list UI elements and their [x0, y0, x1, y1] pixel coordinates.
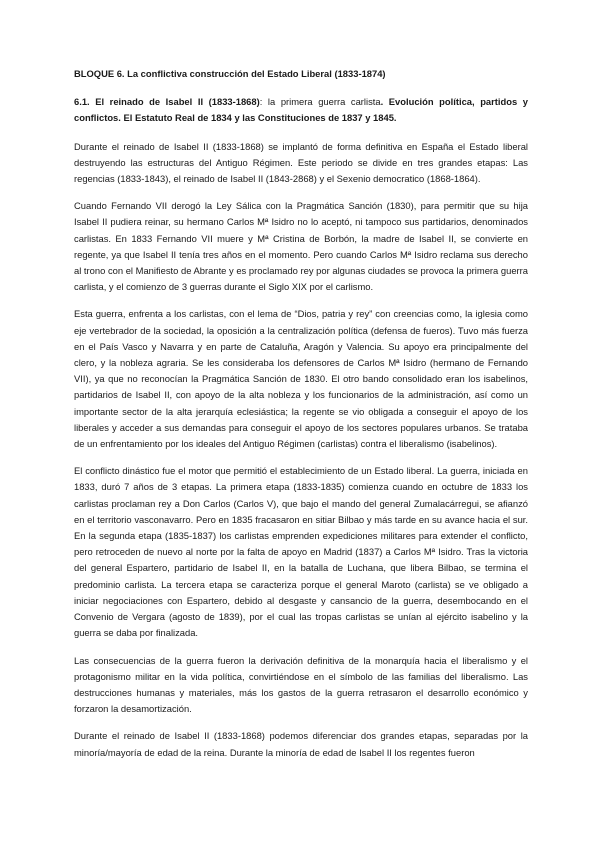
- section-title-part3: . Evolución política, partidos y conflictos. El Estatuto Real de 1834 y las Constituciones de 1837 y 1845.: [74, 96, 528, 124]
- paragraph-1: Durante el reinado de Isabel II (1833-1868) se implantó de forma definitiva en España el Estado liberal destruyendo las estructuras del Antiguo Régimen. Este periodo se divide en tres grandes etapas: Las regencias (1833-1843), el reinado de Isabel II (1843-2868) y el Sexenio democratico (1868-1864).: [74, 140, 528, 185]
- section-title-part1: 6.1. El reinado de Isabel II (1833-1868): [74, 96, 260, 108]
- document-page: [74, 66, 528, 772]
- paragraph-4: El conflicto dinástico fue el motor que permitió el establecimiento de un Estado liberal. La guerra, iniciada en 1833, duró 7 años de 3 etapas. La primera etapa (1833-1835) comienza cuando en octubre de 1833 los carlistas proclaman rey a Don Carlos (Carlos V), que bajo el mando del general Zumalacárregui, se afianzó en el territorio vasconavarro. Pero en 1835 fracasaron en sitiar Bilbao y más tarde en su avance hacia el sur. En la segunda etapa (1835-1837) los carlistas emprenden expediciones militares para extender el conflicto, pero retroceden de nuevo al norte por la falta de apoyo en Madrid (1837) a Carlos Mª Isidro. Tras la victoria del general Espartero, partidario de Isabel II, en la batalla de Luchana, que libera Bilbao, se termina el predominio carlista. La tercera etapa se caracteriza porque el general Maroto (carlista) se ve obligado a iniciar negociaciones con Espartero, debido al desgaste y cansancio de la guerra, desembocando en el Convenio de Vergara (agosto de 1839), por el cual las tropas carlistas se unían al ejército isabelino y la guerra se daba por finalizada.: [74, 465, 528, 639]
- paragraph-3: Esta guerra, enfrenta a los carlistas, con el lema de “Dios, patria y rey” con creencias como, la iglesia como eje vertebrador de la sociedad, la oposición a la centralización política (defensa de fueros). Tuvo más fuerza en el País Vasco y Navarra y en parte de Cataluña, Aragón y Valencia. Su apoyo era principalmente del clero, y la nobleza agraria. Se les consideraba los defensores de Carlos Mª Isidro (hermano de Fernando VII), ya que no reconocían la Pragmática Sanción de 1830. El otro bando consolidado eran los isabelinos, partidarios de Isabel II, con apoyo de la alta nobleza y los funcionarios de la administración, así como un importante sector de la alta jerarquía eclesiástica; la regente se vio obligada a conseguir el apoyo de los liberales y acceder a sus demandas para conseguir el apoyo de los sectores populares urbanos. Se trataba de un enfrentamiento por los ideales del Antiguo Régimen (carlistas) contra el liberalismo (isabelinos).: [74, 308, 528, 450]
- paragraph-2: Cuando Fernando VII derogó la Ley Sálica con la Pragmática Sanción (1830), para permitir que su hija Isabel II pudiera reinar, su hermano Carlos Mª Isidro no lo aceptó, ni tampoco sus partidarios, denominados carlistas. En 1833 Fernando VII muere y Mª Cristina de Borbón, la madre de Isabel II, se convierte en regente, ya que Isabel II tenía tres años en el momento. Pero cuando Carlos Mª Isidro reclama sus derecho al trono con el Manifiesto de Abrante y es proclamado rey por algunas ciudades se provoca la primera guerra carlista, y el comienzo de 3 guerras durante el Siglo XIX por el carlismo.: [74, 200, 528, 293]
- section-title-part2: : la primera guerra carlista: [259, 96, 381, 108]
- section-title: [74, 94, 528, 126]
- block-title: BLOQUE 6. La conflictiva construcción del Estado Liberal (1833-1874): [74, 68, 386, 79]
- paragraph-5: Las consecuencias de la guerra fueron la derivación definitiva de la monarquía hacia el liberalismo y el protagonismo militar en la vida política, convirtiéndose en el símbolo de las familias del liberalismo. Las destrucciones humanas y materiales, más los gastos de la guerra retrasaron el desarrollo económico y forzaron la desamortización.: [74, 654, 528, 715]
- paragraph-6: Durante el reinado de Isabel II (1833-1868) podemos diferenciar dos grandes etapas, separadas por la minoría/mayoría de edad de la reina. Durante la minoría de edad de Isabel II los regentes fueron: [74, 730, 528, 758]
